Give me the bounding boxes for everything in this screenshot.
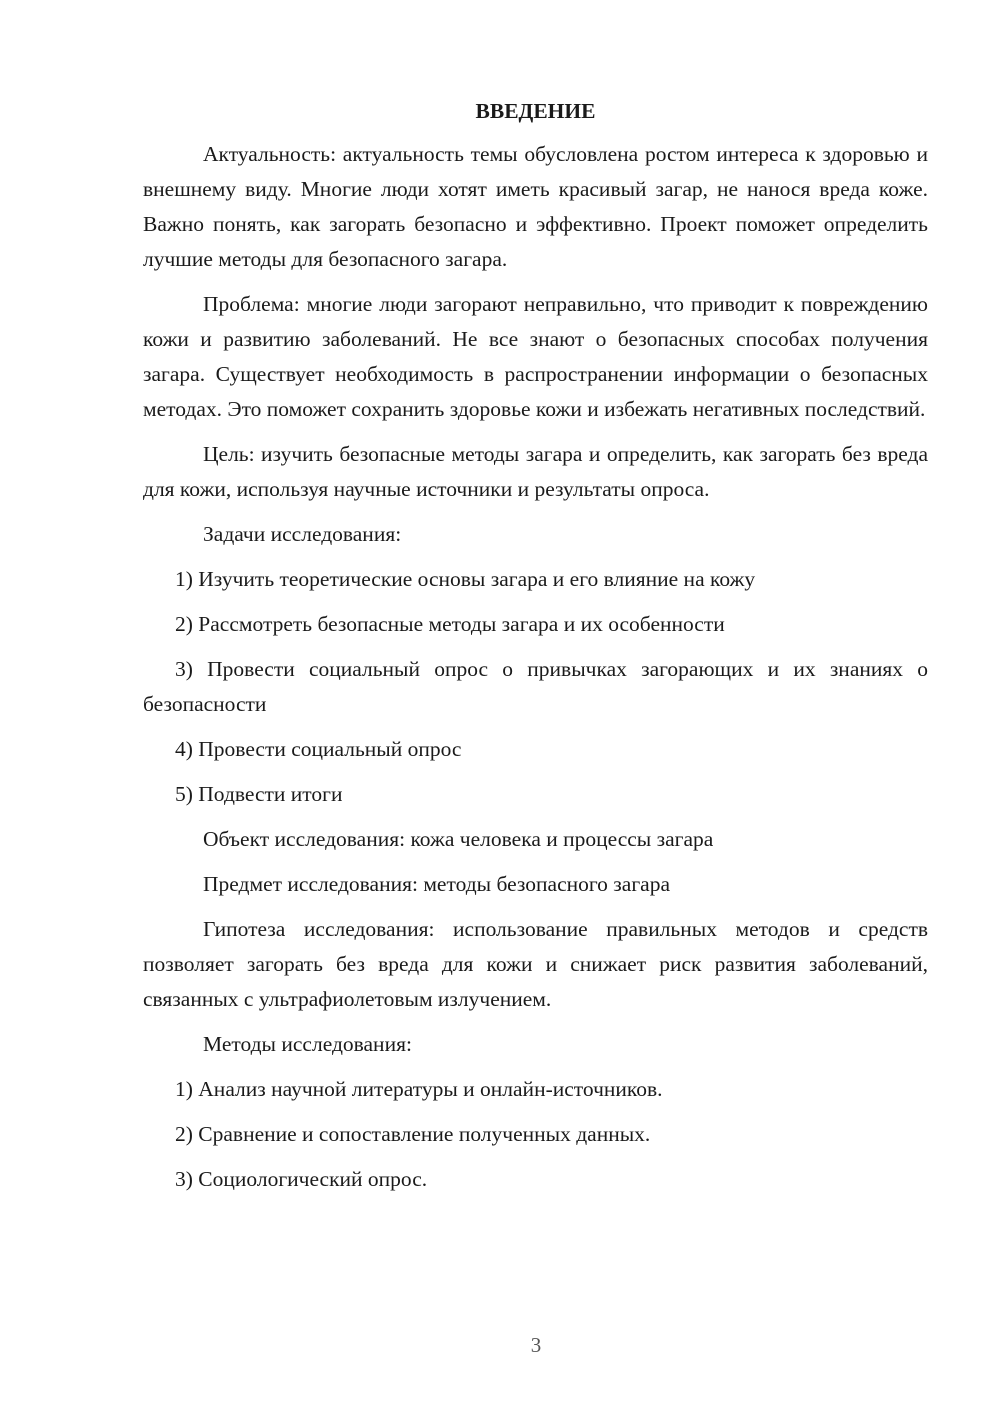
page-title: ВВЕДЕНИЕ [475, 99, 596, 123]
page-number: 3 [530, 1333, 542, 1357]
method-item: 2) Сравнение и сопоставление полученных данных. [175, 1122, 651, 1146]
subject-paragraph: Предмет исследования: методы безопасного загара [203, 872, 670, 896]
method-item: 3) Социологический опрос. [175, 1167, 428, 1191]
object-paragraph: Объект исследования: кожа человека и процессы загара [203, 827, 714, 851]
problem-paragraph: Проблема: многие люди загорают неправильно, что приводит к повреждению кожи и развитию заболеваний. Не все знают о безопасных способах получения загара. Существует необходимость в распространении информации о безопасных методах. Это поможет сохранить здоровье кожи и избежать негативных последствий. [143, 292, 928, 421]
relevance-paragraph: Актуальность: актуальность темы обусловлена ростом интереса к здоровью и внешнему виду. Многие люди хотят иметь красивый загар, не нанося вреда коже. Важно понять, как загорать безопасно и эффективно. Проект поможет определить лучшие методы для безопасного загара. [143, 142, 928, 271]
document-page [143, 95, 928, 1207]
tasks-heading: Задачи исследования: [203, 522, 402, 546]
methods-heading: Методы исследования: [203, 1032, 412, 1056]
hypothesis-paragraph: Гипотеза исследования: использование правильных методов и средств позволяет загорать без вреда для кожи и снижает риск развития заболеваний, связанных с ультрафиолетовым излучением. [143, 917, 928, 1011]
task-item: 3) Провести социальный опрос о привычках загорающих и их знаниях о безопасности [143, 657, 928, 716]
task-item: 4) Провести социальный опрос [175, 737, 462, 761]
task-item: 2) Рассмотреть безопасные методы загара и их особенности [175, 612, 725, 636]
method-item: 1) Анализ научной литературы и онлайн-источников. [175, 1077, 663, 1101]
goal-paragraph: Цель: изучить безопасные методы загара и определить, как загорать без вреда для кожи, используя научные источники и результаты опроса. [143, 442, 928, 501]
task-item: 5) Подвести итоги [175, 782, 343, 806]
task-item: 1) Изучить теоретические основы загара и его влияние на кожу [175, 567, 756, 591]
